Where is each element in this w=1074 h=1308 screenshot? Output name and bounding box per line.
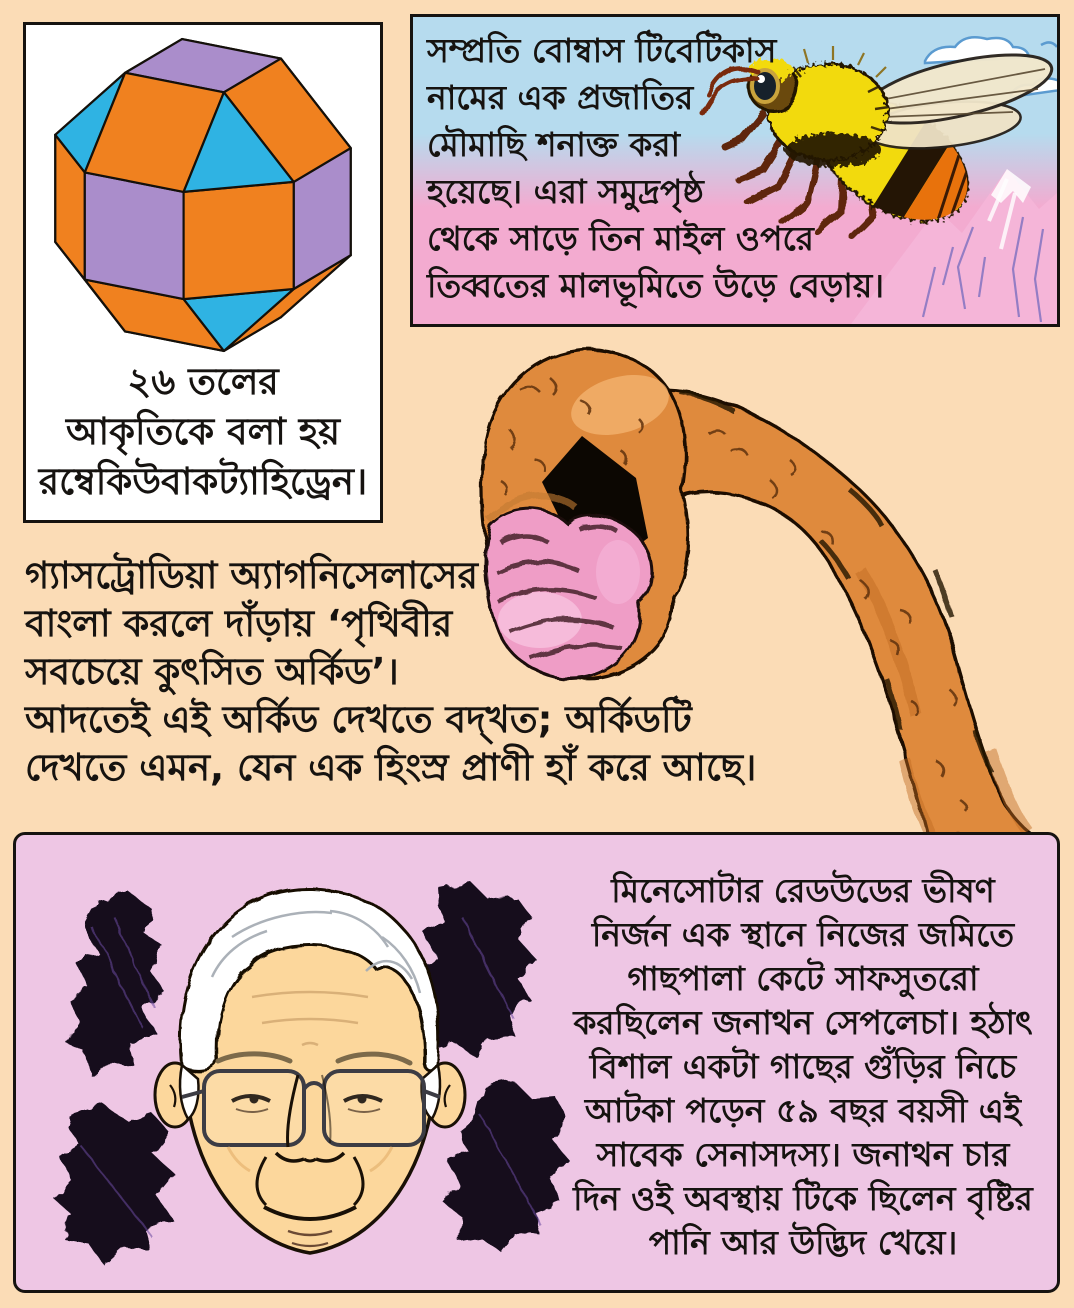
- bee-text-line: মৌমাছি শনাক্ত করা: [427, 125, 681, 164]
- story-line: বিশাল একটা গাছের গুঁড়ির নিচে: [589, 1047, 1017, 1086]
- story-line: করছিলেন জনাথন সেপলেচা। হঠাৎ: [573, 1003, 1033, 1042]
- polyhedron-face: [85, 172, 184, 299]
- bee-fact-card: [410, 14, 1060, 327]
- story-line: নির্জন এক স্থানে নিজের জমিতে: [591, 915, 1015, 954]
- orchid-text-line: বাংলা করলে দাঁড়ায় ‘পৃথিবীর: [25, 602, 453, 645]
- bee-text-line: তিব্বতের মালভূমিতে উড়ে বেড়ায়।: [427, 266, 885, 305]
- polyhedron-fact-card: [23, 22, 383, 523]
- face: [155, 889, 465, 1253]
- caption-line: রম্বেকিউবাকট্যাহিড্রেন।: [38, 460, 368, 503]
- story-line: সাবেক সেনাসদস্য। জনাথন চার: [596, 1135, 1010, 1174]
- caption-line: ২৬ তলের: [127, 360, 279, 403]
- story-line: মিনেসোটার রেডউডের ভীষণ: [611, 871, 995, 910]
- orchid-fact-text: [25, 552, 756, 792]
- trapped-story-text: [564, 869, 1042, 1265]
- trapped-man-story-card: [13, 832, 1060, 1293]
- polyhedron-caption: [26, 357, 380, 507]
- bee-text-line: হয়েছে। এরা সমুদ্রপৃষ্ঠ: [427, 172, 704, 211]
- rhombicuboctahedron-illustration: [26, 37, 380, 357]
- orchid-text-line: গ্যাসট্রোডিয়া অ্যাগনিসেলাসের: [25, 554, 478, 597]
- bee-text-line: নামের এক প্রজাতির: [427, 78, 694, 117]
- story-line: আটকা পড়েন ৫৯ বছর বয়সী এই: [584, 1091, 1022, 1130]
- portrait-illustration: [32, 847, 592, 1277]
- orchid-text-line: সবচেয়ে কুৎসিত অর্কিড’।: [25, 650, 399, 693]
- story-line: দিন ওই অবস্থায় টিকে ছিলেন বৃষ্টির: [573, 1179, 1033, 1218]
- orchid-text-line: আদতেই এই অর্কিড দেখতে বদ্‌খত; অর্কিডটি: [25, 698, 692, 741]
- bee-text-line: থেকে সাড়ে তিন মাইল ওপরে: [427, 219, 814, 258]
- polyhedron-face: [184, 182, 294, 299]
- caption-line: আকৃতিকে বলা হয়: [65, 410, 341, 453]
- bee-text-line: সম্প্রতি বোম্বাস টিবেটিকাস: [427, 31, 777, 70]
- story-line: পানি আর উদ্ভিদ খেয়ে।: [648, 1223, 958, 1262]
- bee-fact-text: [427, 27, 884, 309]
- story-line: গাছপালা কেটে সাফসুতরো: [627, 959, 979, 998]
- orchid-text-line: দেখতে এমন, যেন এক হিংস্র প্রাণী হাঁ করে আছে।: [25, 746, 757, 789]
